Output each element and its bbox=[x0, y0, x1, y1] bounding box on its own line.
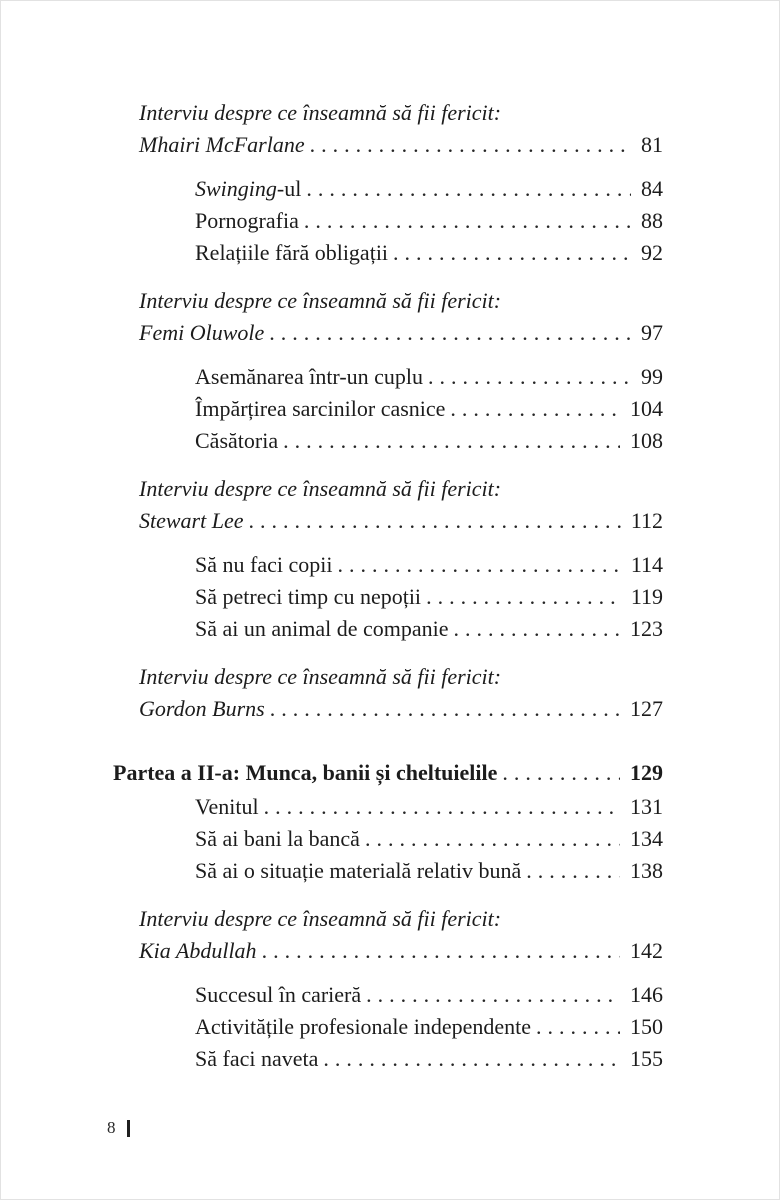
toc-subentry bbox=[113, 823, 663, 855]
toc-section bbox=[113, 903, 663, 1075]
toc-heading-text: Interviu despre ce înseamnă să fii fericit: bbox=[139, 664, 502, 689]
toc-heading-text: Interviu despre ce înseamnă să fii fericit: bbox=[139, 476, 502, 501]
toc-interview-heading bbox=[113, 903, 663, 935]
toc-subentries bbox=[113, 549, 663, 645]
dot-leader bbox=[264, 317, 631, 349]
dot-leader bbox=[318, 1043, 620, 1075]
toc-subentry-page: 134 bbox=[630, 826, 663, 851]
toc-subentry-page: 88 bbox=[641, 208, 663, 233]
toc-subentry-title: Să petreci timp cu nepoții bbox=[195, 584, 422, 609]
toc-entry-title: Stewart Lee bbox=[139, 508, 244, 533]
dot-leader bbox=[531, 1011, 620, 1043]
toc-interview-heading bbox=[113, 285, 663, 317]
toc-heading-text: Interviu despre ce înseamnă să fii fericit: bbox=[139, 288, 502, 313]
toc-entry bbox=[113, 693, 663, 725]
toc-subentry-title: Să faci naveta bbox=[195, 1046, 319, 1071]
dot-leader bbox=[301, 173, 631, 205]
dot-leader bbox=[332, 549, 620, 581]
toc-subentry-title: Căsătoria bbox=[195, 428, 279, 453]
toc-subentry bbox=[113, 613, 663, 645]
toc-subentry-title: Să ai un animal de companie bbox=[195, 616, 449, 641]
toc-subentry bbox=[113, 173, 663, 205]
dot-leader bbox=[360, 823, 620, 855]
toc-subentry-title: Succesul în carieră bbox=[195, 982, 362, 1007]
toc-subentry bbox=[113, 425, 663, 457]
toc-subentry bbox=[113, 205, 663, 237]
page-footer bbox=[107, 1118, 130, 1138]
toc-subentry bbox=[113, 237, 663, 269]
dot-leader bbox=[423, 361, 631, 393]
footer-divider-bar bbox=[127, 1120, 130, 1137]
dot-leader bbox=[257, 935, 620, 967]
toc-entry-title: Kia Abdullah bbox=[139, 938, 257, 963]
toc-entry bbox=[113, 505, 663, 537]
toc-subentry-title-suffix: -ul bbox=[276, 176, 302, 201]
toc-interview-heading bbox=[113, 97, 663, 129]
toc-subentry bbox=[113, 791, 663, 823]
toc-subentry-title: Venitul bbox=[195, 794, 259, 819]
toc-subentry-title bbox=[195, 173, 301, 205]
toc-section bbox=[113, 661, 663, 725]
toc-subentry bbox=[113, 393, 663, 425]
toc-entry bbox=[113, 129, 663, 161]
toc-subentry bbox=[113, 979, 663, 1011]
toc-subentry-page: 104 bbox=[630, 396, 663, 421]
toc-subentry-page: 146 bbox=[630, 982, 663, 1007]
toc-interview-heading bbox=[113, 661, 663, 693]
toc-heading-text: Interviu despre ce înseamnă să fii fericit: bbox=[139, 906, 502, 931]
toc-subentries bbox=[113, 979, 663, 1075]
toc-subentry-page: 155 bbox=[630, 1046, 663, 1071]
toc-subentry-title-italic: Swinging bbox=[195, 176, 277, 201]
dot-leader bbox=[265, 693, 620, 725]
toc-part-page: 129 bbox=[630, 760, 663, 785]
dot-leader bbox=[305, 129, 631, 161]
toc-subentry-page: 108 bbox=[630, 428, 663, 453]
dot-leader bbox=[449, 613, 620, 645]
toc-subentry bbox=[113, 581, 663, 613]
toc-subentry-title: Împărțirea sarcinilor casnice bbox=[195, 396, 446, 421]
dot-leader bbox=[299, 205, 631, 237]
toc-entry-title: Mhairi McFarlane bbox=[139, 132, 305, 157]
dot-leader bbox=[521, 855, 620, 887]
toc-subentry-title: Activitățile profesionale independente bbox=[195, 1014, 531, 1039]
toc-entry bbox=[113, 935, 663, 967]
toc-part-title: Partea a II-a: Munca, banii și cheltuielile bbox=[113, 760, 498, 785]
toc-subentries bbox=[113, 361, 663, 457]
toc-entry-page: 81 bbox=[641, 132, 663, 157]
toc-subentry-page: 131 bbox=[630, 794, 663, 819]
toc-subentry-title: Pornografia bbox=[195, 208, 299, 233]
toc-section bbox=[113, 97, 663, 269]
toc-subentry bbox=[113, 1011, 663, 1043]
toc-subentries bbox=[113, 791, 663, 887]
toc-subentry-title: Să nu faci copii bbox=[195, 552, 333, 577]
dot-leader bbox=[361, 979, 620, 1011]
toc-subentry-page: 99 bbox=[641, 364, 663, 389]
toc-subentry-page: 138 bbox=[630, 858, 663, 883]
toc-interview-heading bbox=[113, 473, 663, 505]
toc-subentry-page: 123 bbox=[630, 616, 663, 641]
toc-subentry-page: 119 bbox=[630, 584, 663, 609]
toc-subentry-page: 150 bbox=[630, 1014, 663, 1039]
toc-subentry bbox=[113, 1043, 663, 1075]
dot-leader bbox=[259, 791, 620, 823]
dot-leader bbox=[244, 505, 621, 537]
dot-leader bbox=[421, 581, 621, 613]
toc-subentry-page: 84 bbox=[641, 176, 663, 201]
toc-entry-page: 112 bbox=[630, 508, 663, 533]
toc-subentry bbox=[113, 549, 663, 581]
dot-leader bbox=[497, 757, 620, 789]
toc-entry bbox=[113, 317, 663, 349]
dot-leader bbox=[445, 393, 620, 425]
toc-entry-page: 97 bbox=[641, 320, 663, 345]
dot-leader bbox=[278, 425, 620, 457]
toc-subentry-title: Să ai bani la bancă bbox=[195, 826, 360, 851]
toc-entry-title: Gordon Burns bbox=[139, 696, 265, 721]
table-of-contents bbox=[113, 97, 663, 1075]
toc-subentry-title: Asemănarea într-un cuplu bbox=[195, 364, 424, 389]
toc-entry-page: 142 bbox=[630, 938, 663, 963]
toc-subentry bbox=[113, 361, 663, 393]
toc-subentry-title: Să ai o situație materială relativ bună bbox=[195, 858, 522, 883]
toc-part-heading bbox=[113, 757, 663, 789]
toc-entry-page: 127 bbox=[630, 696, 663, 721]
toc-subentry-page: 92 bbox=[641, 240, 663, 265]
dot-leader bbox=[388, 237, 631, 269]
footer-page-number: 8 bbox=[107, 1118, 116, 1137]
toc-subentry-page: 114 bbox=[630, 552, 663, 577]
toc-entry-title: Femi Oluwole bbox=[139, 320, 265, 345]
toc-section bbox=[113, 473, 663, 645]
toc-subentry bbox=[113, 855, 663, 887]
toc-heading-text: Interviu despre ce înseamnă să fii fericit: bbox=[139, 100, 502, 125]
toc-section bbox=[113, 285, 663, 457]
toc-subentries bbox=[113, 173, 663, 269]
toc-subentry-title: Relațiile fără obligații bbox=[195, 240, 389, 265]
